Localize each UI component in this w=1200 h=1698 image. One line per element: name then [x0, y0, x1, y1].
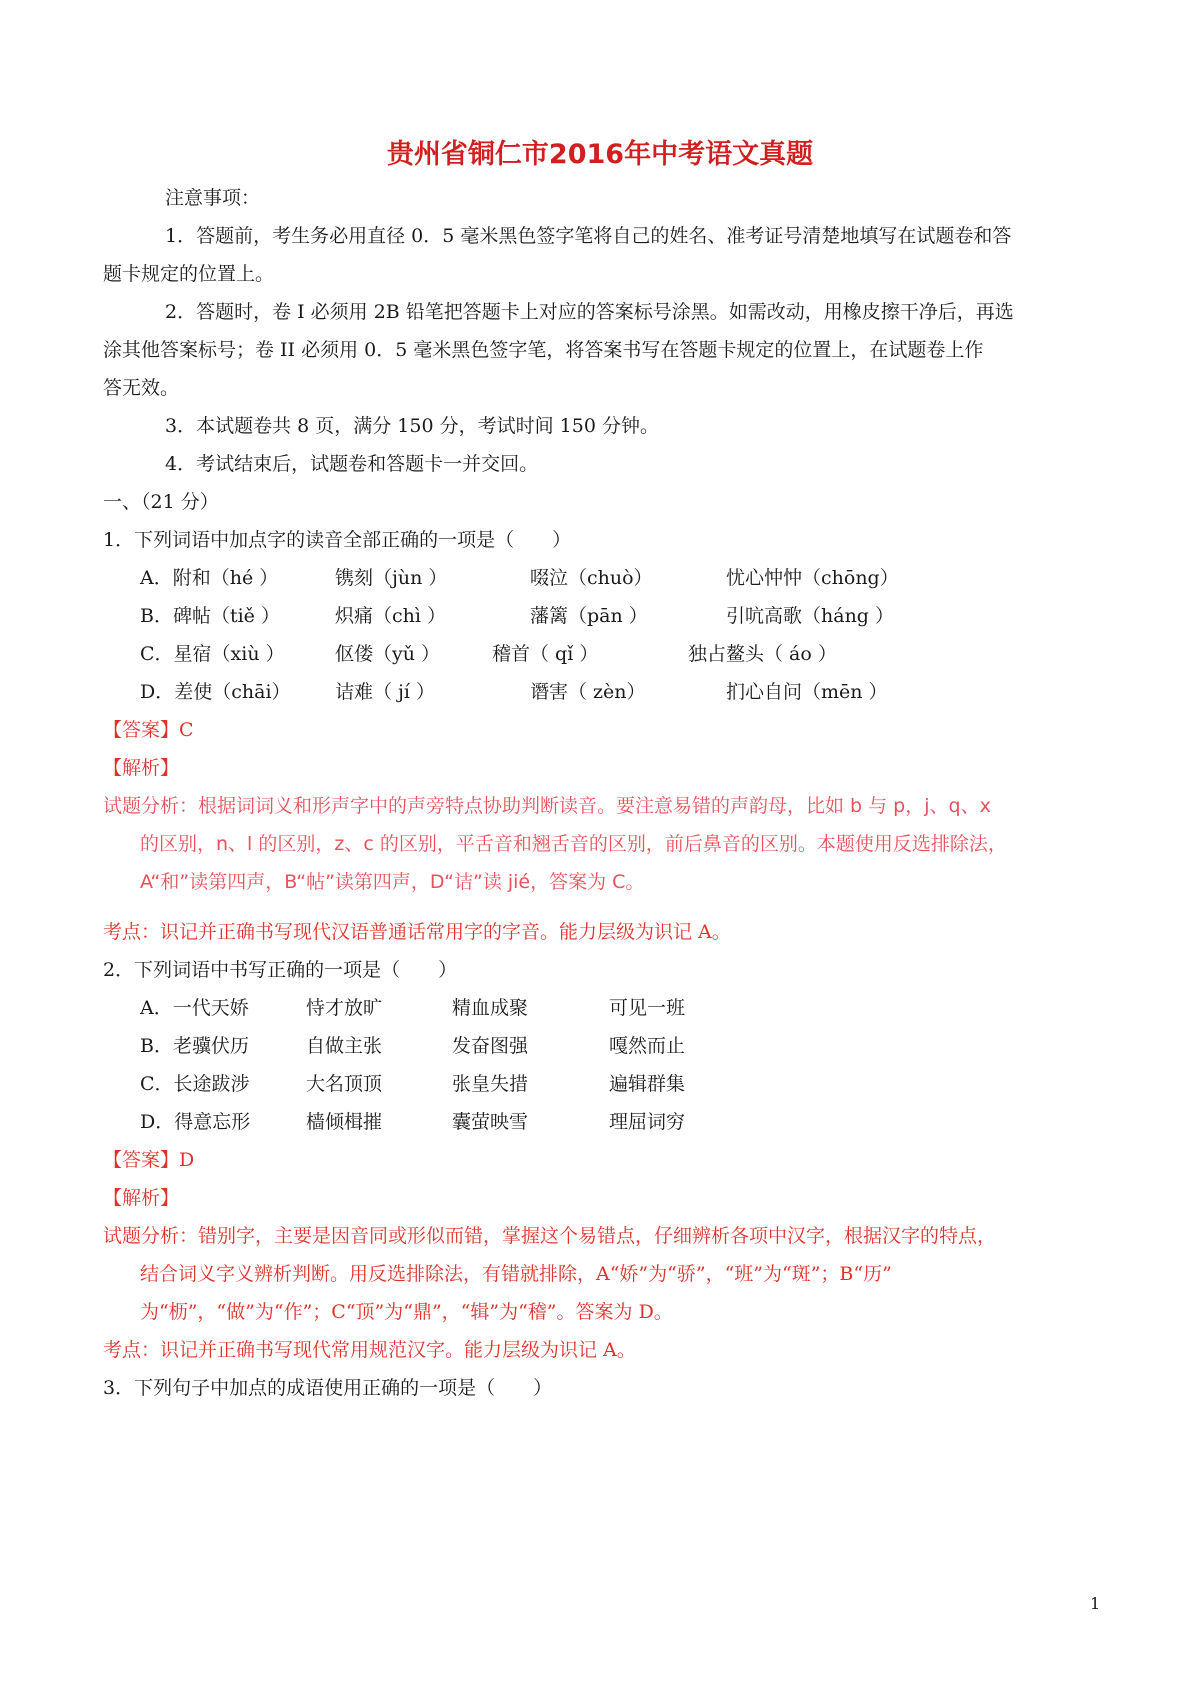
q2-option-d3: 囊萤映雪	[452, 1111, 529, 1133]
q1-option-d3: 谮害（ zèn）	[530, 681, 646, 703]
q2-option-a4: 可见一班	[609, 997, 686, 1019]
page-number: 1	[1090, 1594, 1101, 1613]
q2-option-c4: 遍辑群集	[609, 1073, 686, 1095]
q1-option-c4: 独占鳌头（ áo ）	[688, 643, 837, 665]
q1-option-c2: 伛偻（yǔ ）	[335, 643, 441, 665]
q2-option-d1: D．得意忘形	[140, 1111, 251, 1133]
q2-option-a1: A．一代天娇	[140, 997, 249, 1019]
q1-option-c3: 稽首（ qǐ ）	[492, 643, 599, 665]
analysis-label: 【解析】	[103, 757, 180, 779]
q1-option-d1: D．差使（chāi）	[140, 681, 291, 703]
analysis-line: 结合词义字义辨析判断。用反选排除法，有错就排除，A“娇”为“骄”，“班”为“斑”；B“历”	[140, 1263, 892, 1285]
q2-option-c2: 大名顶顶	[306, 1073, 383, 1095]
q2-option-a3: 精血成聚	[452, 997, 529, 1019]
q1-option-b4: 引吭高歌（háng ）	[726, 605, 895, 627]
q1-option-d4: 扪心自问（mēn ）	[726, 681, 888, 703]
analysis-line: 试题分析：错别字，主要是因音同或形似而错，掌握这个易错点，仔细辨析各项中汉字，根据汉字的特点，	[103, 1225, 997, 1247]
q2-option-b3: 发奋图强	[452, 1035, 529, 1057]
q1-option-b2: 炽痛（chì ）	[335, 605, 446, 627]
q2-option-d4: 理屈词穷	[609, 1111, 686, 1133]
notice-line: 4．考试结束后，试题卷和答题卡一并交回。	[165, 453, 539, 475]
q2-option-b2: 自做主张	[306, 1035, 383, 1057]
notice-line: 题卡规定的位置上。	[103, 263, 275, 285]
notice-line: 涂其他答案标号；卷 II 必须用 0．5 毫米黑色签字笔，将答案书写在答题卡规定的位置上，在试题卷上作	[103, 339, 984, 361]
q1-option-a2: 镌刻（jùn ）	[335, 567, 448, 589]
q2-option-c3: 张皇失措	[452, 1073, 529, 1095]
question-stem: 2．下列词语中书写正确的一项是（ ）	[103, 959, 458, 981]
answer-label: 【答案】	[103, 719, 180, 741]
analysis-line: 为“枥”，“做”为“作”；C“顶”为“鼎”，“辑”为“稽”。答案为 D。	[140, 1301, 673, 1323]
q2-option-b4: 嘎然而止	[609, 1035, 686, 1057]
q1-option-b1: B．碑帖（tiě ）	[140, 605, 280, 627]
notice-line: 2．答题时，卷 I 必须用 2B 铅笔把答题卡上对应的答案标号涂黑。如需改动，用橡皮擦干净后，再选	[165, 301, 1014, 323]
q1-option-a4: 忧心忡忡（chōng）	[726, 567, 899, 589]
answer-line	[103, 710, 194, 750]
section-heading: 一、（21 分）	[103, 491, 219, 513]
q1-option-d2: 诘难（ jí ）	[335, 681, 436, 703]
q1-option-c1: C．星宿（xiù ）	[140, 643, 285, 665]
question-stem: 3．下列句子中加点的成语使用正确的一项是（ ）	[103, 1377, 553, 1399]
q2-option-c1: C．长途跋涉	[140, 1073, 250, 1095]
analysis-line: 试题分析：根据词词义和形声字中的声旁特点协助判断读音。要注意易错的声韵母，比如 b 与 p，j、q、x	[103, 795, 991, 817]
analysis-label: 【解析】	[103, 1187, 180, 1209]
question-stem: 1．下列词语中加点字的读音全部正确的一项是（ ）	[103, 529, 572, 551]
knowledge-point: 考点：识记并正确书写现代常用规范汉字。能力层级为识记 A。	[103, 1339, 636, 1361]
page-title: 贵州省铜仁市2016年中考语文真题	[386, 139, 814, 170]
answer-value: D	[179, 1149, 195, 1171]
notice-line: 3．本试题卷共 8 页，满分 150 分，考试时间 150 分钟。	[165, 415, 659, 437]
q2-option-a2: 恃才放旷	[306, 997, 383, 1019]
answer-label: 【答案】	[103, 1149, 180, 1171]
analysis-line: 的区别，n、l 的区别，z、c 的区别，平舌音和翘舌音的区别，前后鼻音的区别。本题使用反选排除法，	[140, 833, 1007, 855]
notice-line: 答无效。	[103, 377, 180, 399]
q1-option-b3: 藩篱（pān ）	[530, 605, 648, 627]
analysis-line: A“和”读第四声，B“帖”读第四声，D“诘”读 jié，答案为 C。	[140, 871, 645, 893]
answer-line	[103, 1140, 194, 1180]
q1-option-a3: 啜泣（chuò）	[530, 567, 653, 589]
q1-option-a1: A．附和（hé ）	[140, 567, 279, 589]
q2-option-b1: B．老骥伏历	[140, 1035, 249, 1057]
answer-value: C	[179, 719, 194, 741]
notice-heading: 注意事项：	[165, 187, 261, 209]
notice-line: 1．答题前，考生务必用直径 0．5 毫米黑色签字笔将自己的姓名、准考证号清楚地填写在试题卷和答	[165, 225, 1012, 247]
q2-option-d2: 樯倾楫摧	[306, 1111, 383, 1133]
knowledge-point: 考点：识记并正确书写现代汉语普通话常用字的字音。能力层级为识记 A。	[103, 921, 731, 943]
